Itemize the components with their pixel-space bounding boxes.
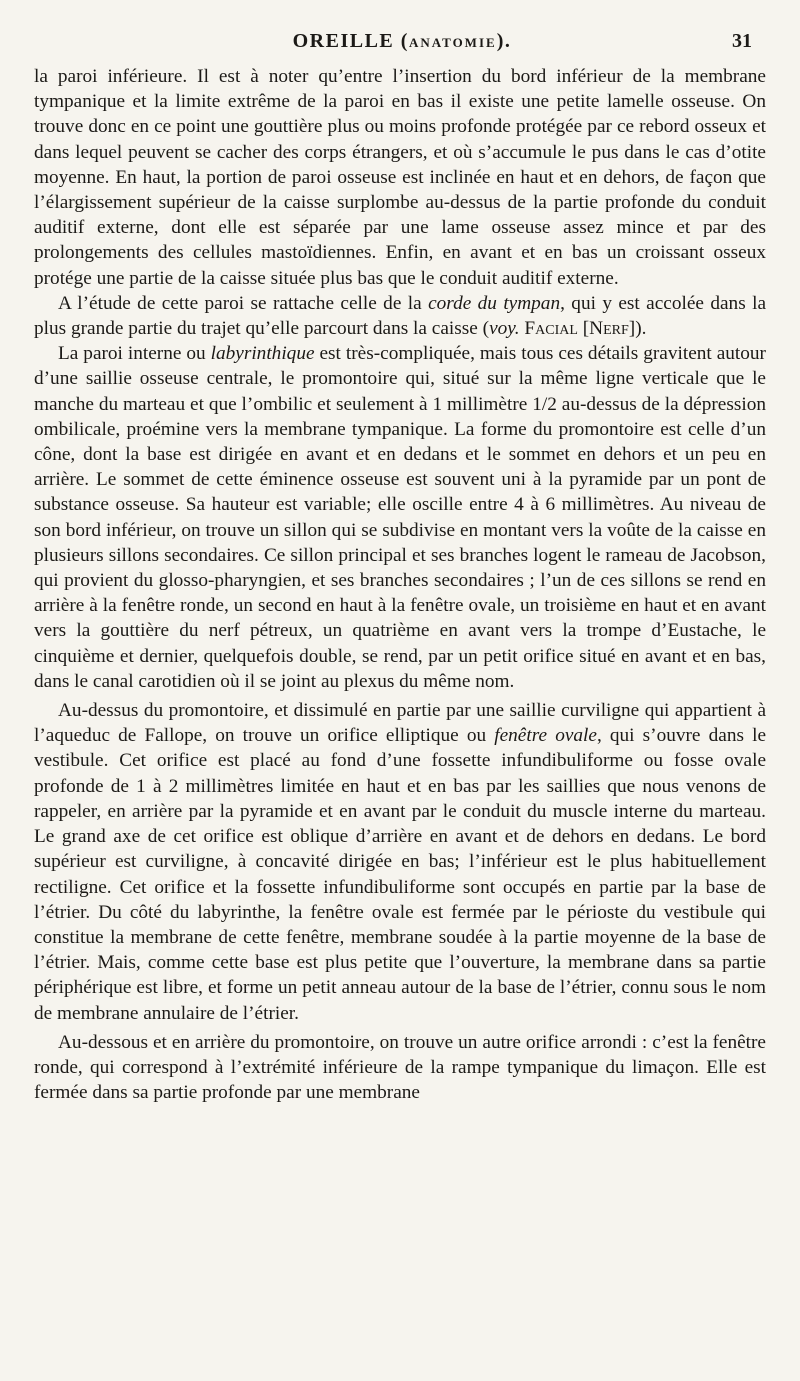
italic-text: fenêtre ovale xyxy=(494,725,597,747)
running-header xyxy=(34,30,770,58)
paragraph xyxy=(34,64,766,291)
text-run: , qui y est accolée dans la plus grande partie du trajet qu’elle parcourt dans la caisse ( xyxy=(34,292,766,340)
paragraph xyxy=(34,291,766,341)
running-title-subtitle: ANATOMIE xyxy=(408,35,497,50)
text-run: ]). xyxy=(628,318,647,340)
text-run: Au-dessus du promontoire, et dissimulé en partie par une saillie curviligne qui appartient à l’aqueduc de Fallope, on trouve un orifice elliptique ou xyxy=(34,700,766,747)
small-caps-text: Nerf xyxy=(589,318,629,340)
text-run: La paroi interne ou xyxy=(58,343,211,365)
text-run: [ xyxy=(577,318,590,340)
text-run: , qui s’ouvre dans le vestibule. Cet orifice est placé au fond d’une fossette infundibuliforme ou fosse ovale profonde de 1 à 2 millimètres limitée en haut et en bas par les saillies que nous venons de rappeler, en arrière par la pyramide et en avant par le conduit du muscle interne du marteau. Le grand axe de cet orifice est oblique d’arrière en avant et de dehors en dedans. Le bord supérieur est curviligne, à concavité dirigée en bas; l’inférieur est le plus habituellement rectiligne. Cet orifice et la fossette infundibuliforme sont occupés en partie par la base de l’étrier. Du côté du labyrinthe, la fenêtre ovale est fermée par le périoste du vestibule qui constitue la membrane de cette fenêtre, membrane soudée à la partie moyenne de la base de l’étrier. Mais, comme cette base est plus petite que l’ouverture, la membrane dans sa partie périphérique est libre, et forme un petit anneau autour de la base de l’étrier, connu sous le nom de membrane annulaire de l’étrier. xyxy=(34,725,766,1024)
italic-text: labyrinthique xyxy=(210,343,315,365)
page-number: 31 xyxy=(732,30,752,52)
small-caps-text: Facial xyxy=(524,318,578,340)
paragraph xyxy=(34,1030,766,1106)
paragraph xyxy=(34,341,766,694)
paragraph xyxy=(34,698,766,1026)
running-title xyxy=(34,30,770,53)
running-title-end: ). xyxy=(496,30,512,52)
text-run: Au-dessous et en arrière du promontoire, on trouve un autre orifice arrondi : c’est la fenêtre ronde, qui correspond à l’extrémité inférieure de la rampe tympanique du limaçon. Elle est fermée dans sa partie profonde par une membrane xyxy=(34,1031,766,1104)
body-text xyxy=(34,64,766,1105)
text-run: est très-compliquée, mais tous ces détails gravitent autour d’une saillie osseuse centrale, le promontoire qui, situé sur la même ligne verticale que le manche du marteau et que l’ombilic et seulement à 1 millimètre 1/2 au-dessus de la dépression ombilicale, proémine vers la membrane tympanique. La forme du promontoire est celle d’un cône, dont la base est dirigée en avant et en dedans et le sommet en dehors et un peu en arrière. Le sommet de cette éminence osseuse est souvent uni à la pyramide par un pont de substance osseuse. Sa hauteur est variable; elle oscille entre 4 à 6 millimètres. Au niveau de son bord inférieur, on trouve un sillon qui se subdivise en montant vers la voûte de la caisse en plusieurs sillons secondaires. Ce sillon principal et ses branches logent le rameau de Jacobson, qui provient du glosso-pharyngien, et ses branches secondaires ; l’un de ces sillons se rend en arrière à la fenêtre ronde, un second en haut à la fenêtre ovale, un troisième en haut et en avant vers la gouttière du nerf pétreux, un quatrième en avant vers la trompe d’Eustache, le cinquième et dernier, quelquefois double, se rend, par un petit orifice situé en avant et en bas, dans le canal carotidien où il se joint au plexus du même nom. xyxy=(34,343,766,692)
running-title-main: OREILLE ( xyxy=(292,30,409,52)
text-run: la paroi inférieure. Il est à noter qu’entre l’insertion du bord inférieur de la membrane tympanique et la limite extrême de la paroi en bas il existe une petite lamelle osseuse. On trouve donc en ce point une gouttière plus ou moins profonde protégée par ce rebord osseux et dans lequel peuvent se cacher des corps étrangers, et où s’accumule le pus dans le cas d’otite moyenne. En haut, la portion de paroi osseuse est inclinée en haut et en dehors, de façon que l’élargissement supérieur de la caisse surplombe au-dessus de la partie profonde du conduit auditif externe, dont elle est séparée par une lame osseuse assez mince et par des prolongements des cellules mastoïdiennes. Enfin, en avant et en bas un croissant osseux protége une partie de la caisse située plus bas que le conduit auditif externe. xyxy=(34,66,766,289)
text-run: A l’étude de cette paroi se rattache celle de la xyxy=(58,292,429,314)
italic-text: corde du tympan xyxy=(428,292,561,314)
italic-text: voy. xyxy=(489,318,520,340)
